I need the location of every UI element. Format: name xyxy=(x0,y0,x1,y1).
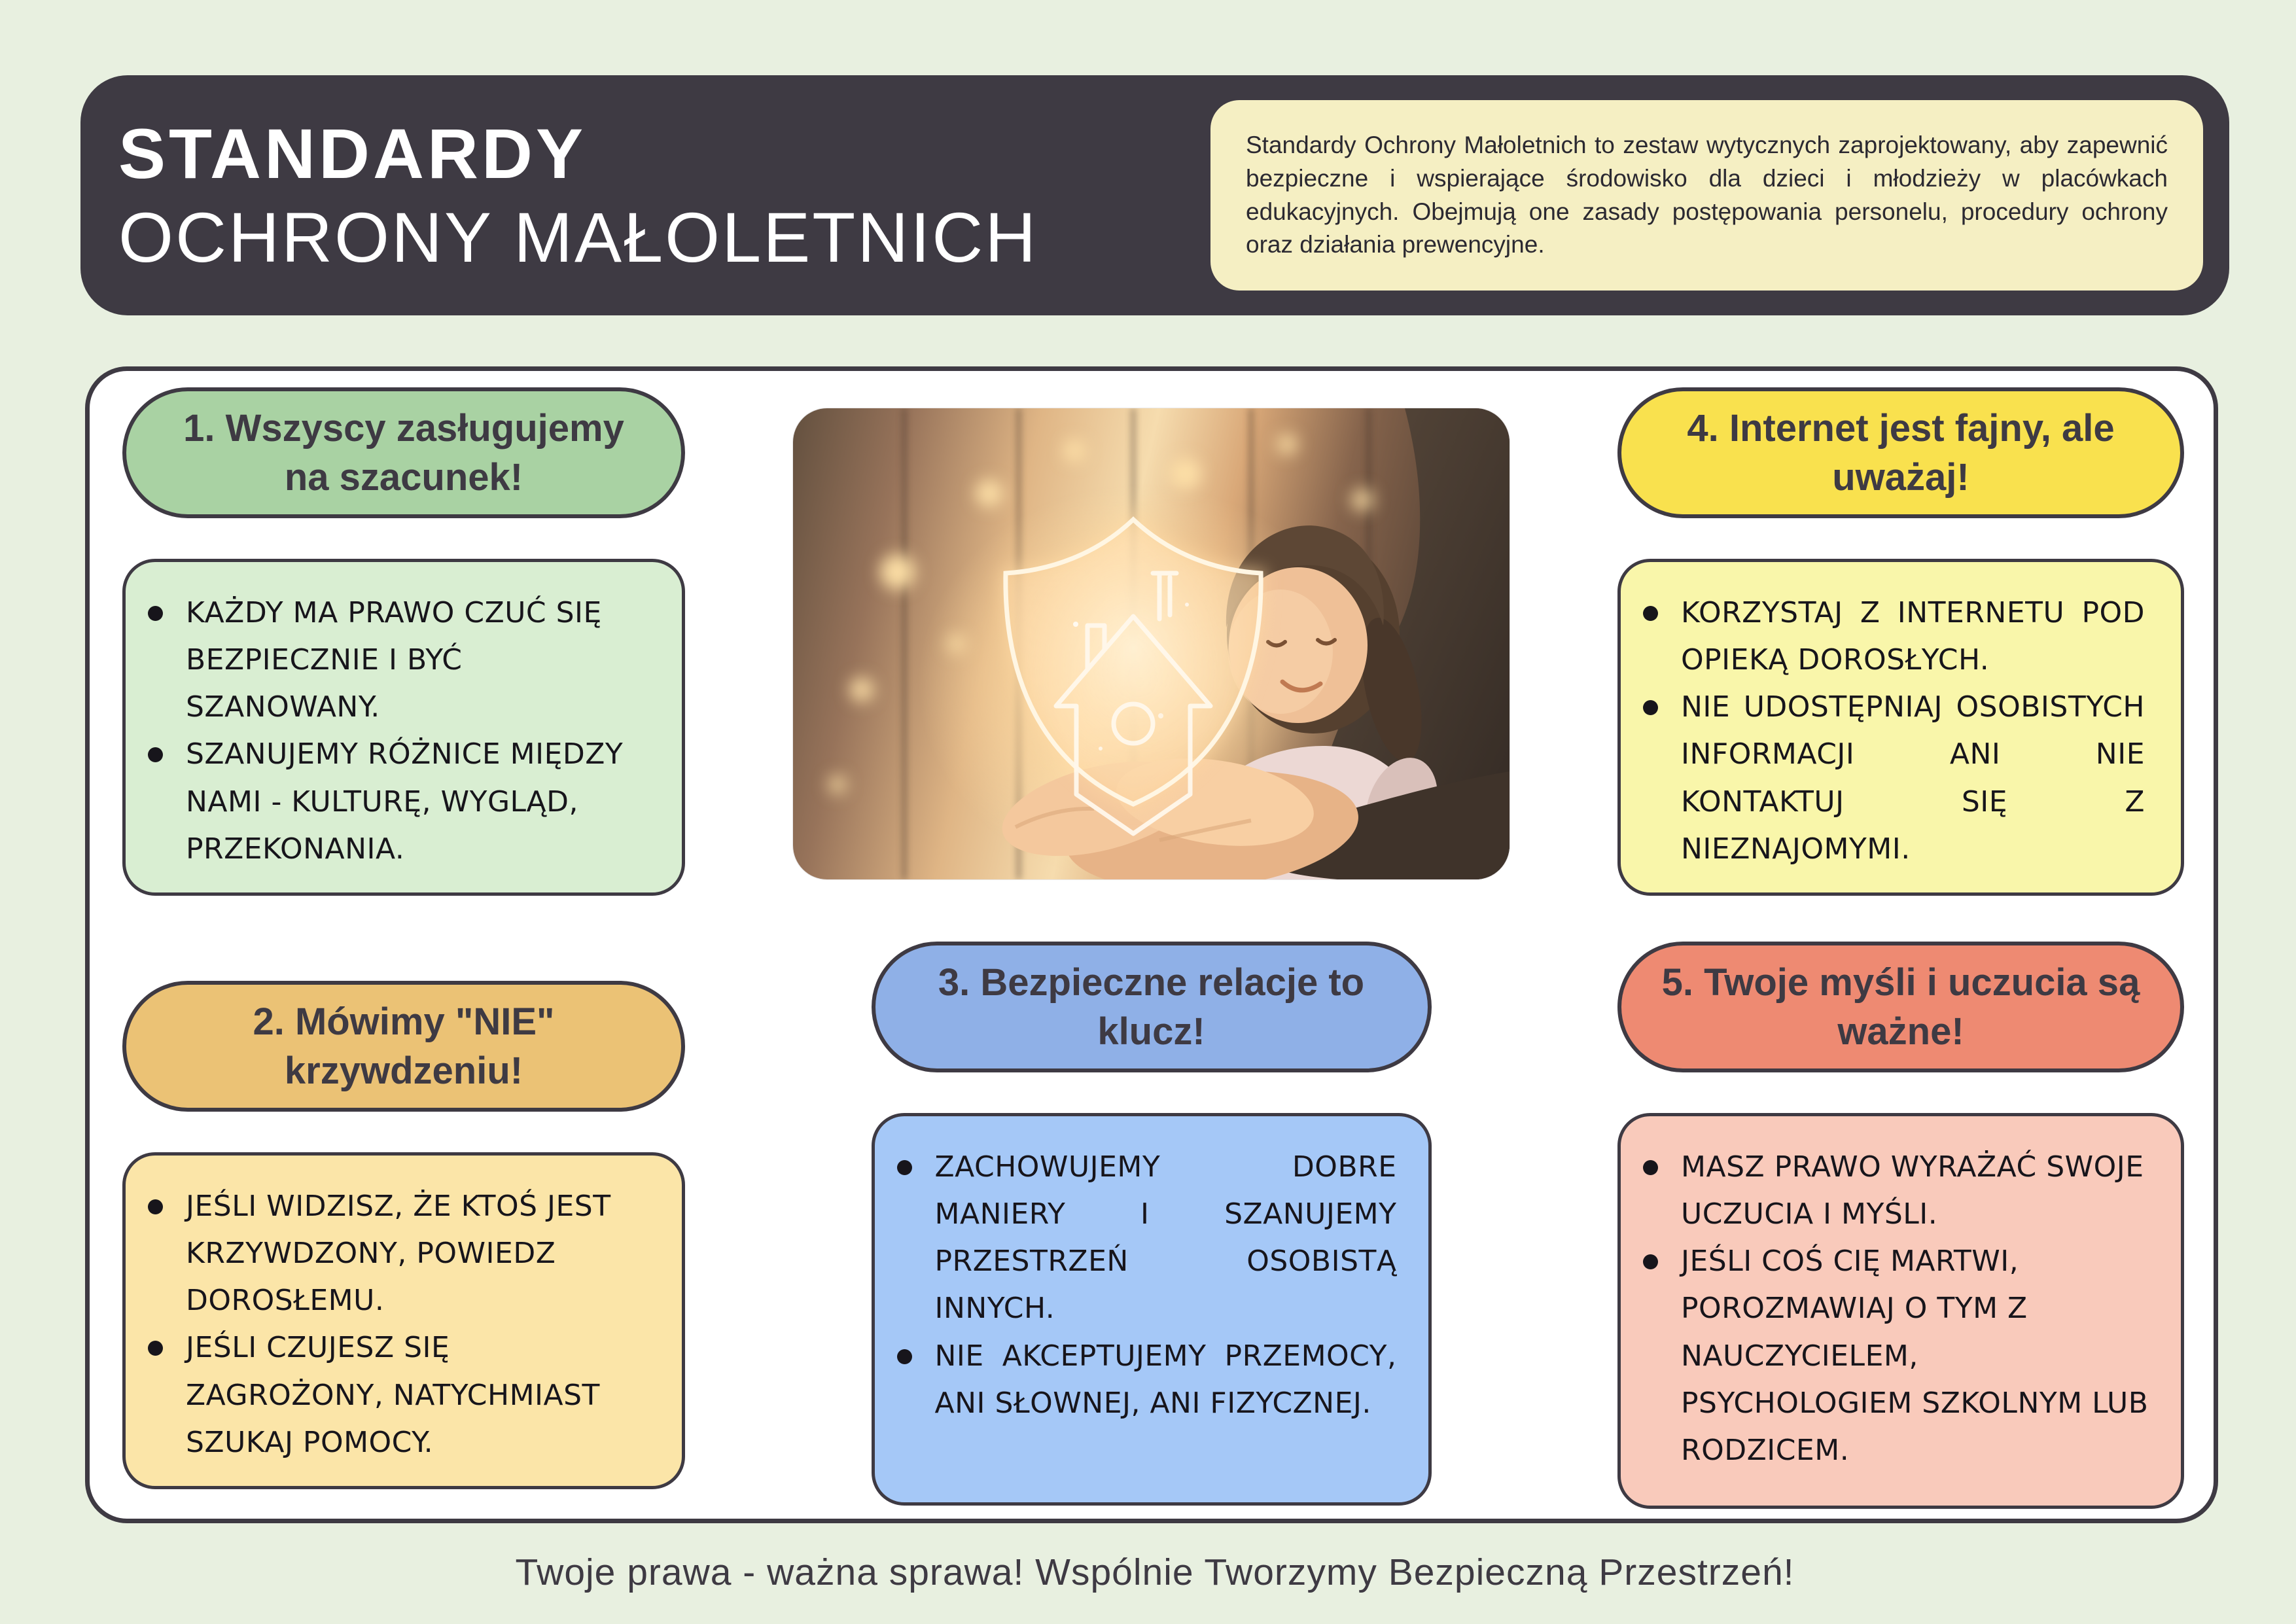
section-feelings-matter-title-pill: 5. Twoje myśli i uczucia są ważne! xyxy=(1617,942,2184,1072)
bullet-item: MASZ PRAWO WYRAŻAĆ SWOJE UCZUCIA I MYŚLI. xyxy=(1640,1144,2149,1238)
footer-slogan: Twoje prawa - ważna sprawa! Wspólnie Tworzymy Bezpieczną Przestrzeń! xyxy=(515,1551,1795,1593)
section-say-no-to-harm xyxy=(122,981,685,1489)
bullet-item: SZANUJEMY RÓŻNICE MIĘDZY NAMI - KULTURĘ, WYGLĄD, PRZEKONANIA. xyxy=(145,731,650,872)
bullet-item: NIE AKCEPTUJEMY PRZEMOCY, ANI SŁOWNEJ, ANI FIZYCZNEJ. xyxy=(894,1333,1397,1427)
section-respect-title-pill: 1. Wszyscy zasługujemy na szacunek! xyxy=(122,387,685,518)
section-safe-relationships xyxy=(872,942,1432,1506)
section-respect-box xyxy=(122,559,685,896)
bullet-item: KAŻDY MA PRAWO CZUĆ SIĘ BEZPIECZNIE I BYĆ SZANOWANY. xyxy=(145,590,650,731)
title-line-1: STANDARDY xyxy=(118,114,586,194)
section-say-no-to-harm-box xyxy=(122,1152,685,1489)
bullet-item: JEŚLI WIDZISZ, ŻE KTOŚ JEST KRZYWDZONY, POWIEDZ DOROSŁEMU. xyxy=(145,1183,650,1324)
section-internet-safety-box xyxy=(1617,559,2184,896)
bullet-item: JEŚLI COŚ CIĘ MARTWI, POROZMAWIAJ O TYM Z NAUCZYCIELEM, PSYCHOLOGIEM SZKOLNYM LUB RODZICEM. xyxy=(1640,1238,2149,1474)
content-card xyxy=(85,366,2218,1523)
header-banner xyxy=(80,75,2229,315)
section-safe-relationships-box xyxy=(872,1113,1432,1506)
bullet-item: NIE UDOSTĘPNIAJ OSOBISTYCH INFORMACJI ANI NIE KONTAKTUJ SIĘ Z NIEZNAJOMYMI. xyxy=(1640,684,2145,873)
section-internet-safety-bullets xyxy=(1640,590,2145,873)
protection-photo-illustration xyxy=(793,408,1510,879)
bullet-item: KORZYSTAJ Z INTERNETU POD OPIEKĄ DOROSŁYCH. xyxy=(1640,590,2145,684)
section-safe-relationships-bullets xyxy=(894,1144,1397,1427)
content-grid xyxy=(122,387,2184,1509)
section-internet-safety-title-pill: 4. Internet jest fajny, ale uważaj! xyxy=(1617,387,2184,518)
section-feelings-matter-bullets xyxy=(1640,1144,2149,1474)
intro-text-box: Standardy Ochrony Małoletnich to zestaw wytycznych zaprojektowany, aby zapewnić bezpieczne i wspierające środowisko dla dzieci i młodzieży w placówkach edukacyjnych. Obejmują one zasady postępowania personelu, procedury ochrony oraz działania prewencyjne. xyxy=(1210,100,2203,291)
title-line-2: OCHRONY MAŁOLETNICH xyxy=(118,197,1038,277)
section-respect xyxy=(122,387,685,896)
protection-photo xyxy=(793,408,1510,879)
section-feelings-matter-box xyxy=(1617,1113,2184,1509)
page-title xyxy=(118,112,1038,279)
section-say-no-to-harm-title-pill: 2. Mówimy "NIE" krzywdzeniu! xyxy=(122,981,685,1112)
bullet-item: JEŚLI CZUJESZ SIĘ ZAGROŻONY, NATYCHMIAST SZUKAJ POMOCY. xyxy=(145,1324,650,1466)
section-respect-bullets xyxy=(145,590,650,873)
bullet-item: ZACHOWUJEMY DOBRE MANIERY I SZANUJEMY PRZESTRZEŃ OSOBISTĄ INNYCH. xyxy=(894,1144,1397,1333)
section-safe-relationships-title-pill: 3. Bezpieczne relacje to klucz! xyxy=(872,942,1432,1072)
section-internet-safety xyxy=(1617,387,2184,896)
section-feelings-matter xyxy=(1617,942,2184,1509)
section-say-no-to-harm-bullets xyxy=(145,1183,650,1466)
